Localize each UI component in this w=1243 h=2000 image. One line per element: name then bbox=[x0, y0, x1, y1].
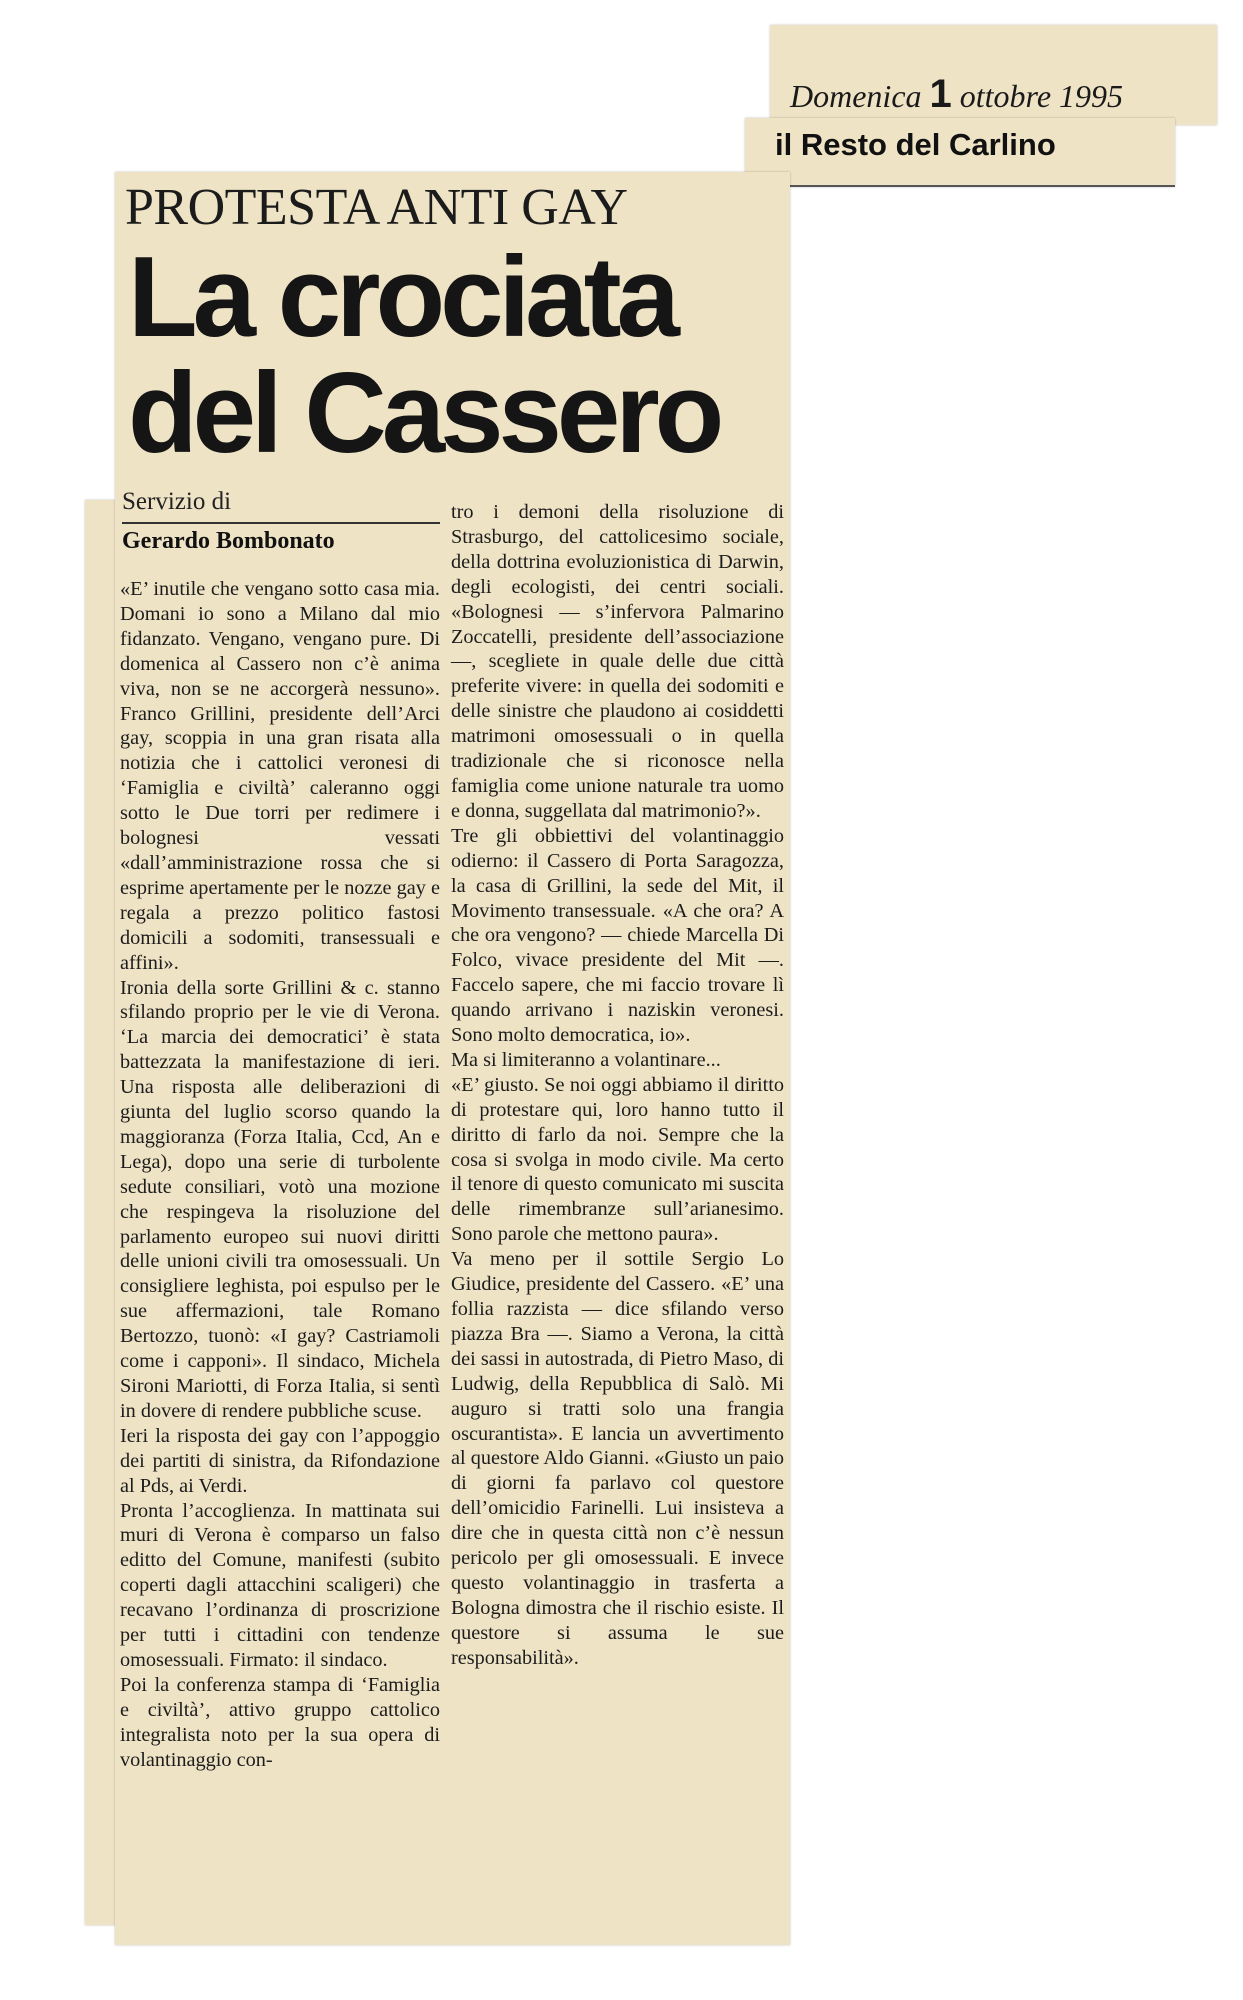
byline-divider bbox=[122, 522, 440, 524]
newspaper-name: il Resto del Carlino bbox=[775, 127, 1056, 162]
paragraph: Ma si limiteranno a volantinare... bbox=[451, 1048, 721, 1071]
paragraph: Poi la conferenza stampa di ‘Famiglia e civiltà’, attivo gruppo cattolico integralista noto per la sua opera di volantinaggio con- bbox=[120, 1673, 440, 1771]
paragraph: Ironia della sorte Grillini & c. stanno sfilando proprio per le vie di Verona. ‘La marcia dei democratici’ è stata battezzata la manifestazione di ieri. Una risposta alle deliberazioni di giunta del luglio scorso quando la maggioranza (Forza Italia, Ccd, An e Lega), dopo una serie di turbolente sedute consiliari, votò una mozione che respingeva la risoluzione del parlamento europeo sui nuovi diritti delle unioni civili tra omosessuali. Un consigliere leghista, poi espulso per le sue affermazioni, tale Romano Bertozzo, tuonò: «I gay? Castriamoli come i capponi». Il sindaco, Michela Sironi Mariotti, di Forza Italia, si sentì in dovere di rendere pubbliche scuse. bbox=[120, 976, 440, 1422]
article-headline bbox=[128, 234, 720, 477]
date-day: 1 bbox=[929, 72, 952, 116]
article-column-left bbox=[120, 577, 440, 1773]
publication-date bbox=[790, 72, 1210, 117]
article-column-right bbox=[451, 500, 784, 1671]
headline-line-1: La crociata bbox=[128, 234, 675, 361]
paragraph: tro i demoni della risoluzione di Strasburgo, del cattolicesimo sociale, della dottrina evoluzionistica di Darwin, degli ecologisti, dei centri sociali. «Bolognesi — s’infervora Palmarino Zoccatelli, presidente dell’associazione —, scegliete in quale delle due città preferite vivere: in quella dei sodomiti e delle sinistre che plaudono ai cosiddetti matrimoni omosessuali o in quella tradizionale che si riconosce nella famiglia come unione naturale tra uomo e donna, suggellata dal matrimonio?». bbox=[451, 501, 784, 822]
date-month: ottobre bbox=[959, 78, 1052, 114]
paragraph: Va meno per il sottile Sergio Lo Giudice, presidente del Cassero. «E’ una follia razzista — dice sfilando verso piazza Bra —. Siamo a Verona, la città dei sassi in autostrada, di Pietro Maso, di Ludwig, della Repubblica di Salò. Mi auguro si tratti solo una frangia oscurantista». E lancia un avvertimento al questore Aldo Gianni. «Giusto un paio di giorni fa parlavo col questore dell’omicidio Farinelli. Lui insisteva a dire che in questa città non c’è nessun pericolo per gli omosessuali. E invece questo volantinaggio in trasferta a Bologna dimostra che il rischio esiste. Il questore si assuma le sue responsabilità». bbox=[451, 1248, 784, 1669]
headline-line-2: del Cassero bbox=[128, 350, 720, 477]
paragraph: «E’ inutile che vengano sotto casa mia. Domani io sono a Milano dal mio fidanzato. Vengano, vengano pure. Di domenica al Cassero non c’è anima viva, non se ne accorgerà nessuno». Franco Grillini, presidente dell’Arci gay, scoppia in una gran risata alla notizia che i cattolici veronesi di ‘Famiglia e civiltà’ caleranno oggi sotto le Due torri per redimere i bolognesi vessati «dall’amministrazione rossa che si esprime apertamente per le nozze gay e regala a prezzo politico fastosi domicili a sodomiti, transessuali e affini». bbox=[120, 578, 440, 974]
paragraph: Tre gli obbiettivi del volantinaggio odierno: il Cassero di Porta Saragozza, la casa di Grillini, la sede del Mit, il Movimento transessuale. «A che ora? A che ora vengono? — chiede Marcella Di Folco, vivace presidente del Mit —. Faccelo sapere, che mi faccio trovare lì quando arrivano i naziskin veronesi. Sono molto democratica, io». bbox=[451, 824, 784, 1047]
date-weekday: Domenica bbox=[790, 78, 922, 114]
date-year: 1995 bbox=[1059, 78, 1124, 114]
paragraph: «E’ giusto. Se noi oggi abbiamo il diritto di protestare qui, loro hanno tutto il diritto di farlo da noi. Sempre che la cosa si svolga in modo civile. Ma certo il tenore di questo comunicato mi suscita delle rimembranze sull’arianesimo. Sono parole che mettono paura». bbox=[451, 1073, 784, 1246]
article-kicker: PROTESTA ANTI GAY bbox=[125, 179, 628, 236]
byline-author: Gerardo Bombonato bbox=[122, 528, 335, 554]
paragraph: Pronta l’accoglienza. In mattinata sui muri di Verona è comparso un falso editto del Comune, manifesti (subito coperti dagli attacchini scaligeri) che recavano l’ordinanza di proscrizione per tutti i cittadini con tendenze omosessuali. Firmato: il sindaco. bbox=[120, 1499, 440, 1671]
paragraph: Ieri la risposta dei gay con l’appoggio dei partiti di sinistra, da Rifondazione al Pds, ai Verdi. bbox=[120, 1424, 440, 1497]
byline-intro: Servizio di bbox=[122, 488, 232, 515]
